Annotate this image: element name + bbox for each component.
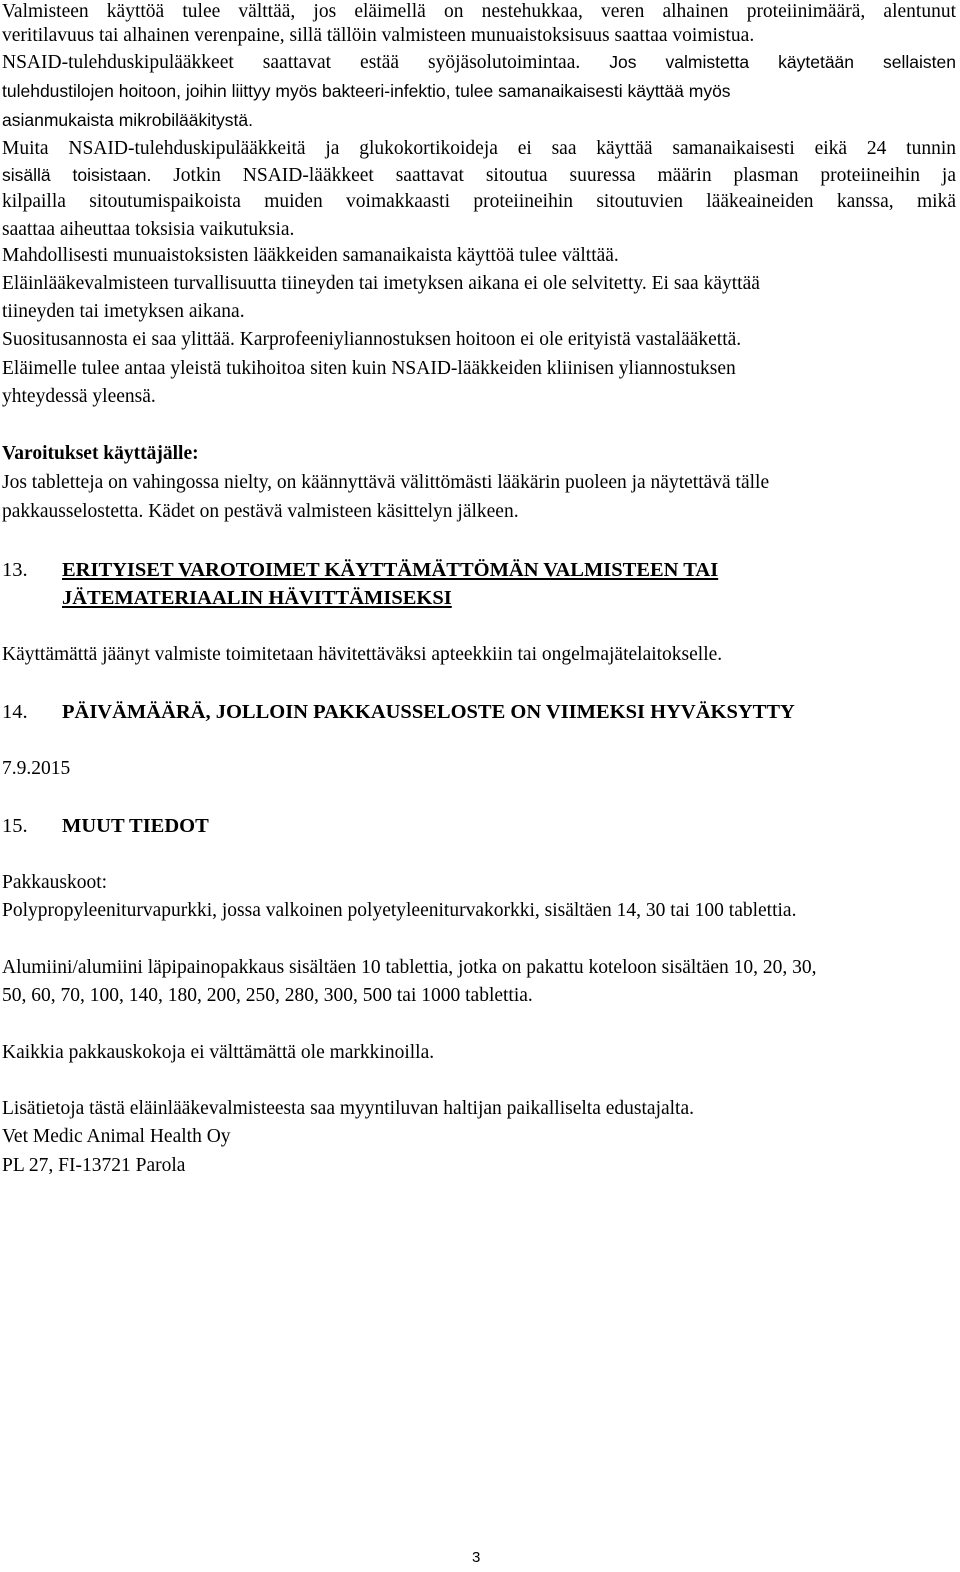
section-13-heading — [2, 557, 718, 583]
company-address: PL 27, FI-13721 Parola — [2, 1155, 186, 1176]
section-title: ERITYISET VAROTOIMET KÄYTTÄMÄTTÖMÄN VALMISTEEN TAI — [62, 559, 719, 581]
text-line: Polypropyleeniturvapurkki, jossa valkoinen polyetyleeniturvakorkki, sisältäen 14, 30 tai 100 tablettia. — [2, 900, 797, 921]
text-line: Suositusannosta ei saa ylittää. Karprofeeniyliannostuksen hoitoon ei ole erityistä vastalääkettä. — [2, 329, 742, 350]
section-14-heading — [2, 699, 795, 725]
text-line: Muita NSAID-tulehduskipulääkkeitä ja glukokortikoideja ei saa käyttää samanaikaisesti eikä 24 tunnin — [2, 138, 956, 159]
text-line: Käyttämättä jäänyt valmiste toimitetaan hävitettäväksi apteekkiin tai ongelmajätelaitokselle. — [2, 644, 723, 665]
text-span-sans: sisällä toisistaan. — [2, 165, 152, 185]
text-line: kilpailla sitoutumispaikoista muiden voimakkaasti proteiineihin sitoutuvien lääkeaineiden kanssa, mikä — [2, 191, 956, 212]
section-13-heading-cont — [2, 585, 452, 611]
text-line: Jos tabletteja on vahingossa nielty, on käännyttävä välittömästi lääkärin puoleen ja näytettävä tälle — [2, 472, 770, 493]
text-line: tulehdustilojen hoitoon, joihin liittyy myös bakteeri-infektio, tulee samanaikaisesti käyttää myös — [2, 81, 731, 101]
section-number: 15. — [2, 815, 28, 837]
text-line: Eläimelle tulee antaa yleistä tukihoitoa siten kuin NSAID-lääkkeiden kliinisen yliannostuksen — [2, 358, 736, 379]
text-line: pakkausselostetta. Kädet on pestävä valmisteen käsittelyn jälkeen. — [2, 501, 519, 522]
section-number: 13. — [2, 559, 28, 581]
text-line: Valmisteen käyttöä tulee välttää, jos eläimellä on nestehukkaa, veren alhainen proteiinimäärä, alentunut — [2, 1, 956, 22]
text-line: Mahdollisesti munuaistoksisten lääkkeiden samanaikaista käyttöä tulee välttää. — [2, 245, 619, 266]
text-line: 50, 60, 70, 100, 140, 180, 200, 250, 280, 300, 500 tai 1000 tablettia. — [2, 985, 533, 1006]
text-line: asianmukaista mikrobilääkitystä. — [2, 110, 253, 130]
warnings-heading: Varoitukset käyttäjälle: — [2, 443, 199, 464]
section-title: JÄTEMATERIAALIN HÄVITTÄMISEKSI — [62, 587, 452, 609]
section-title: MUUT TIEDOT — [62, 815, 209, 837]
text-span-serif: Jotkin NSAID-lääkkeet saattavat sitoutua suuressa määrin plasman proteiineihin ja — [151, 165, 956, 186]
text-line: saattaa aiheuttaa toksisia vaikutuksia. — [2, 219, 295, 240]
text-line: yhteydessä yleensä. — [2, 386, 156, 407]
company-name: Vet Medic Animal Health Oy — [2, 1126, 231, 1147]
pack-sizes-label: Pakkauskoot: — [2, 872, 108, 893]
text-line: Alumiini/alumiini läpipainopakkaus sisältäen 10 tablettia, jotka on pakattu koteloon sisältäen 10, 20, 30, — [2, 957, 817, 978]
text-span-sans: Jos valmistetta käytetään sellaisten — [580, 52, 956, 72]
text-line: veritilavuus tai alhainen verenpaine, sillä tällöin valmisteen munuaistoksisuus saattaa voimistua. — [2, 25, 755, 46]
page-number: 3 — [472, 1549, 481, 1566]
text-line — [2, 163, 956, 188]
text-span-serif: NSAID-tulehduskipulääkkeet saattavat estää syöjäsolutoimintaa. — [2, 52, 581, 73]
text-line: Kaikkia pakkauskokoja ei välttämättä ole markkinoilla. — [2, 1042, 435, 1063]
section-15-heading — [2, 813, 209, 839]
section-number: 14. — [2, 701, 28, 723]
text-line: tiineyden tai imetyksen aikana. — [2, 301, 245, 322]
text-line — [2, 50, 956, 75]
text-line: Eläinlääkevalmisteen turvallisuutta tiineyden tai imetyksen aikana ei ole selvitetty. Ei saa käyttää — [2, 273, 760, 294]
section-title: PÄIVÄMÄÄRÄ, JOLLOIN PAKKAUSSELOSTE ON VIIMEKSI HYVÄKSYTTY — [62, 701, 795, 723]
approval-date: 7.9.2015 — [2, 758, 71, 779]
text-line: Lisätietoja tästä eläinlääkevalmisteesta saa myyntiluvan haltijan paikalliselta edustajalta. — [2, 1098, 695, 1119]
